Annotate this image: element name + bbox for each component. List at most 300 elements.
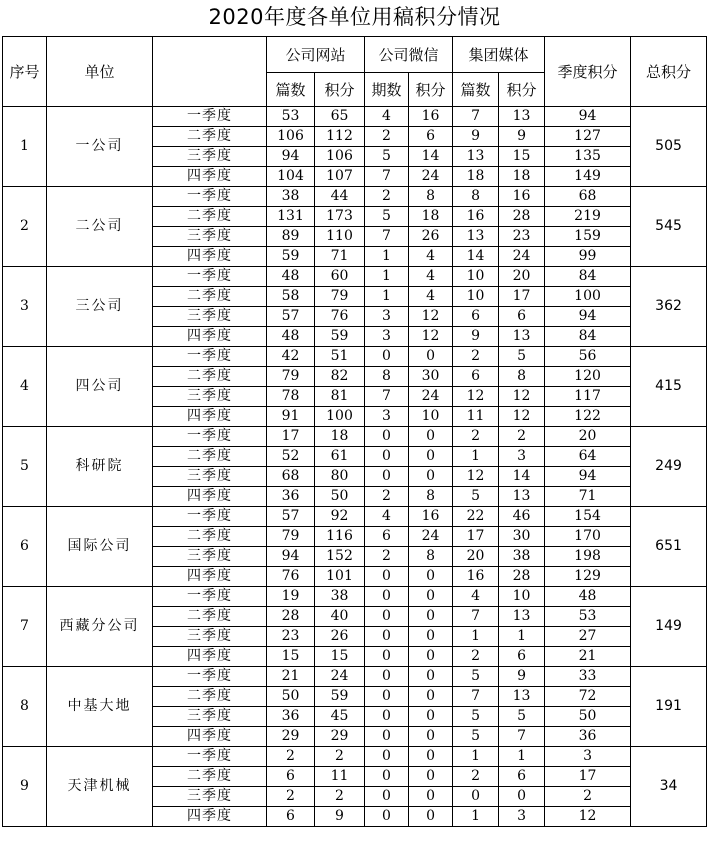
cell-wx-score: 0 xyxy=(409,567,453,587)
cell-wx-count: 2 xyxy=(365,547,409,567)
cell-season-score: 33 xyxy=(545,667,631,687)
cell-gm-score: 13 xyxy=(499,607,545,627)
cell-season: 三季度 xyxy=(153,387,267,407)
cell-total-score: 545 xyxy=(631,187,707,267)
cell-web-score: 59 xyxy=(315,327,365,347)
cell-web-count: 94 xyxy=(267,147,315,167)
cell-season-score: 120 xyxy=(545,367,631,387)
cell-web-score: 112 xyxy=(315,127,365,147)
cell-gm-score: 16 xyxy=(499,187,545,207)
table-row xyxy=(3,187,707,207)
cell-seq: 2 xyxy=(3,187,47,267)
cell-season-score: 122 xyxy=(545,407,631,427)
cell-season-score: 36 xyxy=(545,727,631,747)
cell-wx-count: 1 xyxy=(365,267,409,287)
cell-wx-score: 0 xyxy=(409,347,453,367)
header-season-blank xyxy=(153,37,267,107)
cell-web-count: 76 xyxy=(267,567,315,587)
cell-gm-score: 28 xyxy=(499,567,545,587)
cell-wx-score: 0 xyxy=(409,427,453,447)
cell-web-score: 2 xyxy=(315,787,365,807)
cell-web-score: 51 xyxy=(315,347,365,367)
cell-web-score: 9 xyxy=(315,807,365,827)
cell-web-count: 89 xyxy=(267,227,315,247)
cell-web-count: 19 xyxy=(267,587,315,607)
cell-gm-count: 8 xyxy=(453,187,499,207)
cell-wx-score: 4 xyxy=(409,247,453,267)
cell-wx-count: 2 xyxy=(365,127,409,147)
cell-season: 一季度 xyxy=(153,347,267,367)
cell-wx-score: 24 xyxy=(409,167,453,187)
cell-web-count: 58 xyxy=(267,287,315,307)
cell-web-score: 80 xyxy=(315,467,365,487)
cell-wx-score: 0 xyxy=(409,787,453,807)
cell-season: 一季度 xyxy=(153,107,267,127)
cell-season-score: 50 xyxy=(545,707,631,727)
cell-season-score: 2 xyxy=(545,787,631,807)
cell-gm-score: 3 xyxy=(499,447,545,467)
cell-season-score: 3 xyxy=(545,747,631,767)
cell-gm-count: 4 xyxy=(453,587,499,607)
cell-season: 一季度 xyxy=(153,507,267,527)
header-web-score: 积分 xyxy=(315,73,365,107)
cell-season: 三季度 xyxy=(153,467,267,487)
header-web-count: 篇数 xyxy=(267,73,315,107)
table-body xyxy=(3,107,707,827)
cell-web-score: 106 xyxy=(315,147,365,167)
cell-web-score: 100 xyxy=(315,407,365,427)
cell-wx-count: 3 xyxy=(365,327,409,347)
cell-gm-score: 3 xyxy=(499,807,545,827)
cell-wx-score: 0 xyxy=(409,647,453,667)
header-gm-count: 篇数 xyxy=(453,73,499,107)
cell-web-score: 18 xyxy=(315,427,365,447)
cell-gm-count: 2 xyxy=(453,427,499,447)
cell-season-score: 159 xyxy=(545,227,631,247)
cell-wx-score: 12 xyxy=(409,307,453,327)
cell-web-score: 24 xyxy=(315,667,365,687)
header-website: 公司网站 xyxy=(267,37,365,73)
cell-season-score: 94 xyxy=(545,467,631,487)
header-unit: 单位 xyxy=(47,37,153,107)
cell-wx-score: 0 xyxy=(409,627,453,647)
cell-wx-score: 8 xyxy=(409,487,453,507)
cell-web-score: 15 xyxy=(315,647,365,667)
cell-web-score: 76 xyxy=(315,307,365,327)
cell-web-count: 2 xyxy=(267,787,315,807)
cell-web-count: 48 xyxy=(267,327,315,347)
cell-web-score: 116 xyxy=(315,527,365,547)
cell-season-score: 84 xyxy=(545,327,631,347)
cell-season: 四季度 xyxy=(153,407,267,427)
cell-gm-score: 20 xyxy=(499,267,545,287)
cell-web-count: 79 xyxy=(267,367,315,387)
cell-web-count: 17 xyxy=(267,427,315,447)
cell-web-count: 50 xyxy=(267,687,315,707)
cell-gm-score: 6 xyxy=(499,647,545,667)
cell-total-score: 191 xyxy=(631,667,707,747)
cell-wx-score: 0 xyxy=(409,747,453,767)
page-title: 2020年度各单位用稿积分情况 xyxy=(208,5,501,29)
cell-wx-score: 4 xyxy=(409,287,453,307)
cell-gm-count: 7 xyxy=(453,687,499,707)
cell-wx-count: 0 xyxy=(365,787,409,807)
cell-web-count: 52 xyxy=(267,447,315,467)
table-row xyxy=(3,427,707,447)
cell-wx-count: 6 xyxy=(365,527,409,547)
cell-web-score: 59 xyxy=(315,687,365,707)
cell-wx-score: 0 xyxy=(409,607,453,627)
cell-web-count: 106 xyxy=(267,127,315,147)
cell-web-count: 57 xyxy=(267,307,315,327)
cell-wx-score: 0 xyxy=(409,687,453,707)
cell-web-count: 53 xyxy=(267,107,315,127)
cell-gm-count: 5 xyxy=(453,727,499,747)
cell-gm-count: 2 xyxy=(453,767,499,787)
cell-gm-count: 1 xyxy=(453,807,499,827)
cell-gm-count: 5 xyxy=(453,487,499,507)
cell-season-score: 21 xyxy=(545,647,631,667)
cell-season: 三季度 xyxy=(153,787,267,807)
cell-gm-count: 9 xyxy=(453,327,499,347)
cell-seq: 6 xyxy=(3,507,47,587)
cell-season: 四季度 xyxy=(153,567,267,587)
cell-season: 四季度 xyxy=(153,727,267,747)
cell-web-score: 40 xyxy=(315,607,365,627)
cell-season-score: 12 xyxy=(545,807,631,827)
cell-wx-count: 7 xyxy=(365,227,409,247)
cell-web-count: 15 xyxy=(267,647,315,667)
cell-season-score: 71 xyxy=(545,487,631,507)
cell-season: 二季度 xyxy=(153,207,267,227)
cell-wx-score: 6 xyxy=(409,127,453,147)
cell-wx-count: 3 xyxy=(365,407,409,427)
cell-wx-count: 1 xyxy=(365,287,409,307)
cell-season-score: 154 xyxy=(545,507,631,527)
cell-season: 一季度 xyxy=(153,587,267,607)
cell-unit-name: 国际公司 xyxy=(47,507,153,587)
cell-wx-count: 0 xyxy=(365,587,409,607)
cell-season: 三季度 xyxy=(153,707,267,727)
header-season-score: 季度积分 xyxy=(545,37,631,107)
cell-season: 四季度 xyxy=(153,487,267,507)
cell-season: 二季度 xyxy=(153,287,267,307)
cell-gm-count: 12 xyxy=(453,387,499,407)
cell-gm-score: 9 xyxy=(499,667,545,687)
cell-wx-count: 0 xyxy=(365,627,409,647)
cell-unit-name: 天津机械 xyxy=(47,747,153,827)
cell-wx-count: 0 xyxy=(365,447,409,467)
table-row xyxy=(3,667,707,687)
cell-wx-count: 0 xyxy=(365,667,409,687)
cell-wx-score: 0 xyxy=(409,467,453,487)
cell-wx-score: 8 xyxy=(409,547,453,567)
cell-web-count: 23 xyxy=(267,627,315,647)
header-wx-score: 积分 xyxy=(409,73,453,107)
cell-gm-score: 13 xyxy=(499,107,545,127)
cell-season-score: 64 xyxy=(545,447,631,467)
cell-gm-score: 24 xyxy=(499,247,545,267)
cell-gm-score: 12 xyxy=(499,407,545,427)
cell-season: 一季度 xyxy=(153,747,267,767)
cell-web-score: 82 xyxy=(315,367,365,387)
cell-web-count: 36 xyxy=(267,487,315,507)
cell-season-score: 99 xyxy=(545,247,631,267)
cell-season-score: 72 xyxy=(545,687,631,707)
cell-season: 三季度 xyxy=(153,307,267,327)
cell-wx-count: 5 xyxy=(365,207,409,227)
cell-season-score: 170 xyxy=(545,527,631,547)
cell-season-score: 127 xyxy=(545,127,631,147)
cell-seq: 3 xyxy=(3,267,47,347)
cell-web-score: 110 xyxy=(315,227,365,247)
cell-gm-score: 17 xyxy=(499,287,545,307)
cell-web-score: 50 xyxy=(315,487,365,507)
cell-seq: 8 xyxy=(3,667,47,747)
cell-gm-score: 13 xyxy=(499,327,545,347)
cell-wx-count: 0 xyxy=(365,427,409,447)
table-row xyxy=(3,507,707,527)
cell-gm-score: 30 xyxy=(499,527,545,547)
cell-total-score: 505 xyxy=(631,107,707,187)
cell-wx-score: 18 xyxy=(409,207,453,227)
cell-season-score: 117 xyxy=(545,387,631,407)
cell-web-score: 71 xyxy=(315,247,365,267)
cell-wx-count: 8 xyxy=(365,367,409,387)
cell-season: 三季度 xyxy=(153,547,267,567)
cell-web-count: 48 xyxy=(267,267,315,287)
cell-web-score: 173 xyxy=(315,207,365,227)
cell-web-count: 21 xyxy=(267,667,315,687)
cell-season: 一季度 xyxy=(153,267,267,287)
cell-season: 四季度 xyxy=(153,167,267,187)
cell-total-score: 34 xyxy=(631,747,707,827)
cell-gm-score: 1 xyxy=(499,627,545,647)
cell-wx-count: 7 xyxy=(365,167,409,187)
cell-web-count: 28 xyxy=(267,607,315,627)
cell-season: 二季度 xyxy=(153,447,267,467)
cell-gm-count: 5 xyxy=(453,667,499,687)
cell-gm-count: 6 xyxy=(453,367,499,387)
cell-gm-score: 5 xyxy=(499,707,545,727)
cell-wx-score: 30 xyxy=(409,367,453,387)
table-row xyxy=(3,267,707,287)
cell-wx-score: 12 xyxy=(409,327,453,347)
cell-gm-count: 10 xyxy=(453,267,499,287)
cell-wx-score: 0 xyxy=(409,447,453,467)
cell-gm-score: 1 xyxy=(499,747,545,767)
cell-season-score: 149 xyxy=(545,167,631,187)
cell-gm-count: 17 xyxy=(453,527,499,547)
cell-season-score: 84 xyxy=(545,267,631,287)
cell-season: 四季度 xyxy=(153,327,267,347)
cell-season-score: 129 xyxy=(545,567,631,587)
cell-gm-count: 20 xyxy=(453,547,499,567)
cell-wx-score: 8 xyxy=(409,187,453,207)
cell-season: 一季度 xyxy=(153,667,267,687)
cell-wx-count: 2 xyxy=(365,487,409,507)
cell-wx-score: 0 xyxy=(409,707,453,727)
cell-season-score: 68 xyxy=(545,187,631,207)
cell-wx-score: 14 xyxy=(409,147,453,167)
header-wechat: 公司微信 xyxy=(365,37,453,73)
cell-wx-count: 0 xyxy=(365,647,409,667)
cell-season-score: 94 xyxy=(545,107,631,127)
cell-gm-count: 10 xyxy=(453,287,499,307)
cell-gm-count: 22 xyxy=(453,507,499,527)
cell-wx-count: 0 xyxy=(365,347,409,367)
cell-unit-name: 三公司 xyxy=(47,267,153,347)
header-gm-score: 积分 xyxy=(499,73,545,107)
cell-web-count: 68 xyxy=(267,467,315,487)
cell-web-count: 131 xyxy=(267,207,315,227)
cell-web-score: 29 xyxy=(315,727,365,747)
cell-gm-score: 15 xyxy=(499,147,545,167)
cell-season: 一季度 xyxy=(153,427,267,447)
cell-gm-score: 38 xyxy=(499,547,545,567)
table-row xyxy=(3,107,707,127)
cell-gm-count: 2 xyxy=(453,347,499,367)
cell-wx-count: 0 xyxy=(365,467,409,487)
cell-season: 二季度 xyxy=(153,607,267,627)
cell-gm-count: 7 xyxy=(453,107,499,127)
cell-web-count: 42 xyxy=(267,347,315,367)
cell-web-count: 2 xyxy=(267,747,315,767)
cell-gm-score: 13 xyxy=(499,687,545,707)
cell-season-score: 27 xyxy=(545,627,631,647)
cell-wx-count: 1 xyxy=(365,247,409,267)
cell-web-count: 6 xyxy=(267,767,315,787)
cell-wx-score: 16 xyxy=(409,107,453,127)
header-seq: 序号 xyxy=(3,37,47,107)
cell-gm-count: 11 xyxy=(453,407,499,427)
cell-web-score: 38 xyxy=(315,587,365,607)
cell-season-score: 20 xyxy=(545,427,631,447)
cell-unit-name: 二公司 xyxy=(47,187,153,267)
cell-gm-score: 23 xyxy=(499,227,545,247)
cell-season-score: 100 xyxy=(545,287,631,307)
cell-web-score: 92 xyxy=(315,507,365,527)
cell-seq: 7 xyxy=(3,587,47,667)
cell-gm-score: 0 xyxy=(499,787,545,807)
cell-wx-score: 16 xyxy=(409,507,453,527)
cell-season: 三季度 xyxy=(153,147,267,167)
table-header xyxy=(3,37,707,107)
cell-wx-count: 4 xyxy=(365,107,409,127)
cell-season-score: 56 xyxy=(545,347,631,367)
cell-seq: 1 xyxy=(3,107,47,187)
cell-season-score: 135 xyxy=(545,147,631,167)
cell-season: 二季度 xyxy=(153,367,267,387)
table-row xyxy=(3,587,707,607)
cell-wx-count: 0 xyxy=(365,687,409,707)
cell-wx-score: 0 xyxy=(409,807,453,827)
cell-gm-count: 12 xyxy=(453,467,499,487)
cell-unit-name: 科研院 xyxy=(47,427,153,507)
score-table xyxy=(2,36,707,827)
header-total-score: 总积分 xyxy=(631,37,707,107)
cell-gm-count: 0 xyxy=(453,787,499,807)
cell-season-score: 198 xyxy=(545,547,631,567)
cell-gm-score: 7 xyxy=(499,727,545,747)
cell-gm-count: 16 xyxy=(453,207,499,227)
cell-web-count: 91 xyxy=(267,407,315,427)
cell-web-count: 6 xyxy=(267,807,315,827)
cell-season-score: 17 xyxy=(545,767,631,787)
cell-wx-score: 0 xyxy=(409,667,453,687)
cell-total-score: 362 xyxy=(631,267,707,347)
cell-gm-count: 14 xyxy=(453,247,499,267)
cell-gm-count: 1 xyxy=(453,747,499,767)
cell-gm-score: 5 xyxy=(499,347,545,367)
cell-total-score: 415 xyxy=(631,347,707,427)
cell-season: 三季度 xyxy=(153,227,267,247)
header-wx-periods: 期数 xyxy=(365,73,409,107)
table-row xyxy=(3,747,707,767)
cell-wx-count: 0 xyxy=(365,767,409,787)
cell-gm-count: 13 xyxy=(453,227,499,247)
cell-season-score: 48 xyxy=(545,587,631,607)
cell-web-score: 44 xyxy=(315,187,365,207)
cell-seq: 4 xyxy=(3,347,47,427)
cell-wx-count: 0 xyxy=(365,727,409,747)
cell-web-score: 81 xyxy=(315,387,365,407)
cell-season: 二季度 xyxy=(153,687,267,707)
cell-season: 二季度 xyxy=(153,127,267,147)
cell-gm-count: 1 xyxy=(453,447,499,467)
cell-gm-count: 1 xyxy=(453,627,499,647)
cell-gm-score: 6 xyxy=(499,767,545,787)
cell-season: 四季度 xyxy=(153,807,267,827)
cell-gm-count: 5 xyxy=(453,707,499,727)
cell-gm-score: 18 xyxy=(499,167,545,187)
cell-gm-score: 14 xyxy=(499,467,545,487)
cell-wx-score: 0 xyxy=(409,587,453,607)
cell-web-count: 36 xyxy=(267,707,315,727)
cell-web-score: 152 xyxy=(315,547,365,567)
cell-web-score: 61 xyxy=(315,447,365,467)
cell-unit-name: 西藏分公司 xyxy=(47,587,153,667)
cell-web-score: 79 xyxy=(315,287,365,307)
cell-season: 一季度 xyxy=(153,187,267,207)
cell-web-count: 57 xyxy=(267,507,315,527)
cell-total-score: 249 xyxy=(631,427,707,507)
cell-season-score: 94 xyxy=(545,307,631,327)
cell-wx-count: 0 xyxy=(365,607,409,627)
header-group-media: 集团媒体 xyxy=(453,37,545,73)
cell-web-score: 2 xyxy=(315,747,365,767)
cell-wx-score: 24 xyxy=(409,527,453,547)
cell-wx-count: 0 xyxy=(365,707,409,727)
cell-total-score: 149 xyxy=(631,587,707,667)
cell-gm-score: 46 xyxy=(499,507,545,527)
cell-gm-count: 13 xyxy=(453,147,499,167)
cell-seq: 5 xyxy=(3,427,47,507)
cell-gm-count: 16 xyxy=(453,567,499,587)
cell-web-score: 65 xyxy=(315,107,365,127)
cell-web-score: 60 xyxy=(315,267,365,287)
cell-unit-name: 中基大地 xyxy=(47,667,153,747)
cell-unit-name: 四公司 xyxy=(47,347,153,427)
cell-seq: 9 xyxy=(3,747,47,827)
cell-wx-count: 3 xyxy=(365,307,409,327)
cell-gm-score: 8 xyxy=(499,367,545,387)
cell-web-count: 59 xyxy=(267,247,315,267)
cell-gm-count: 9 xyxy=(453,127,499,147)
cell-gm-count: 2 xyxy=(453,647,499,667)
cell-season: 四季度 xyxy=(153,247,267,267)
table-row xyxy=(3,347,707,367)
